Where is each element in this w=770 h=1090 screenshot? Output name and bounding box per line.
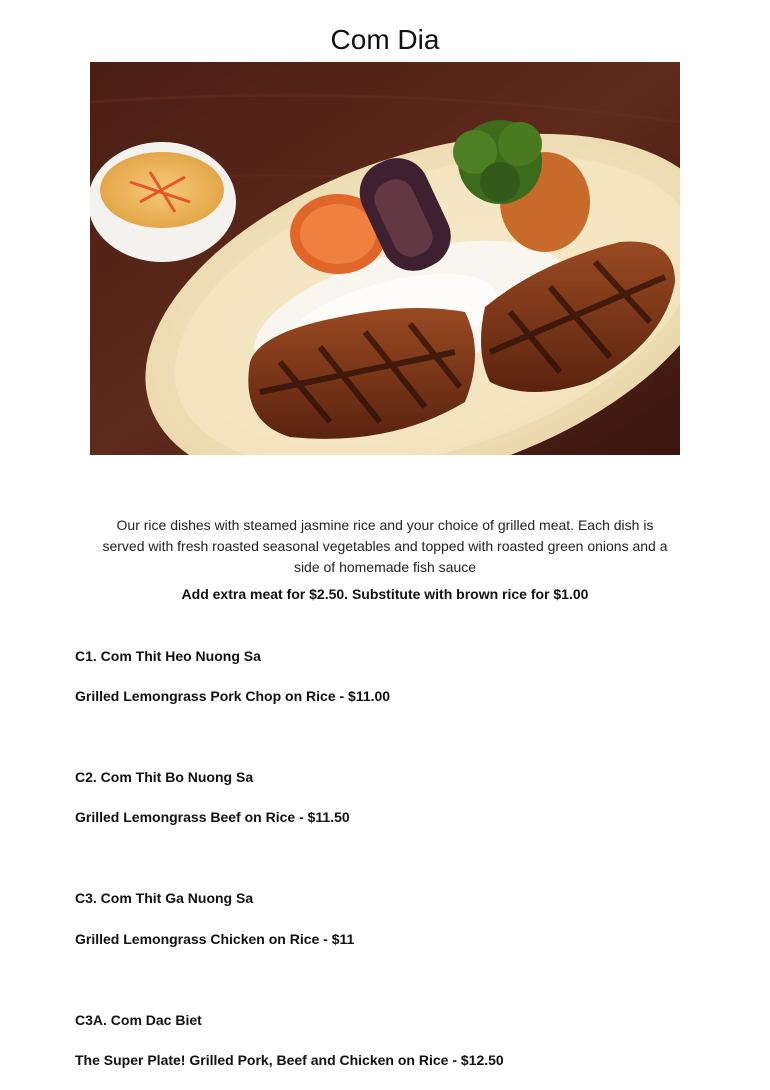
menu-item-description: Grilled Lemongrass Pork Chop on Rice - $11.00 — [75, 688, 391, 704]
extras-note: Add extra meat for $2.50. Substitute with brown rice for $1.00 — [181, 586, 589, 602]
grilled-meat-rice-plate-photo — [90, 62, 680, 455]
menu-item-description: Grilled Lemongrass Beef on Rice - $11.50 — [75, 809, 350, 825]
menu-item-name: C2. Com Thit Bo Nuong Sa — [75, 769, 254, 785]
menu-item-description: Grilled Lemongrass Chicken on Rice - $11 — [75, 931, 355, 947]
menu-item-description: The Super Plate! Grilled Pork, Beef and Chicken on Rice - $12.50 — [75, 1052, 504, 1068]
hero-image — [90, 62, 680, 455]
menu-item-name: C3A. Com Dac Biet — [75, 1012, 202, 1028]
intro-description: Our rice dishes with steamed jasmine rice and your choice of grilled meat. Each dish is served with fresh roasted seasonal vegetables and topped with roasted green onions and a side of homemade fish sauce — [102, 517, 668, 575]
page-title: Com Dia — [330, 23, 440, 55]
menu-item-name: C3. Com Thit Ga Nuong Sa — [75, 890, 254, 906]
menu-item-name: C1. Com Thit Heo Nuong Sa — [75, 648, 261, 664]
